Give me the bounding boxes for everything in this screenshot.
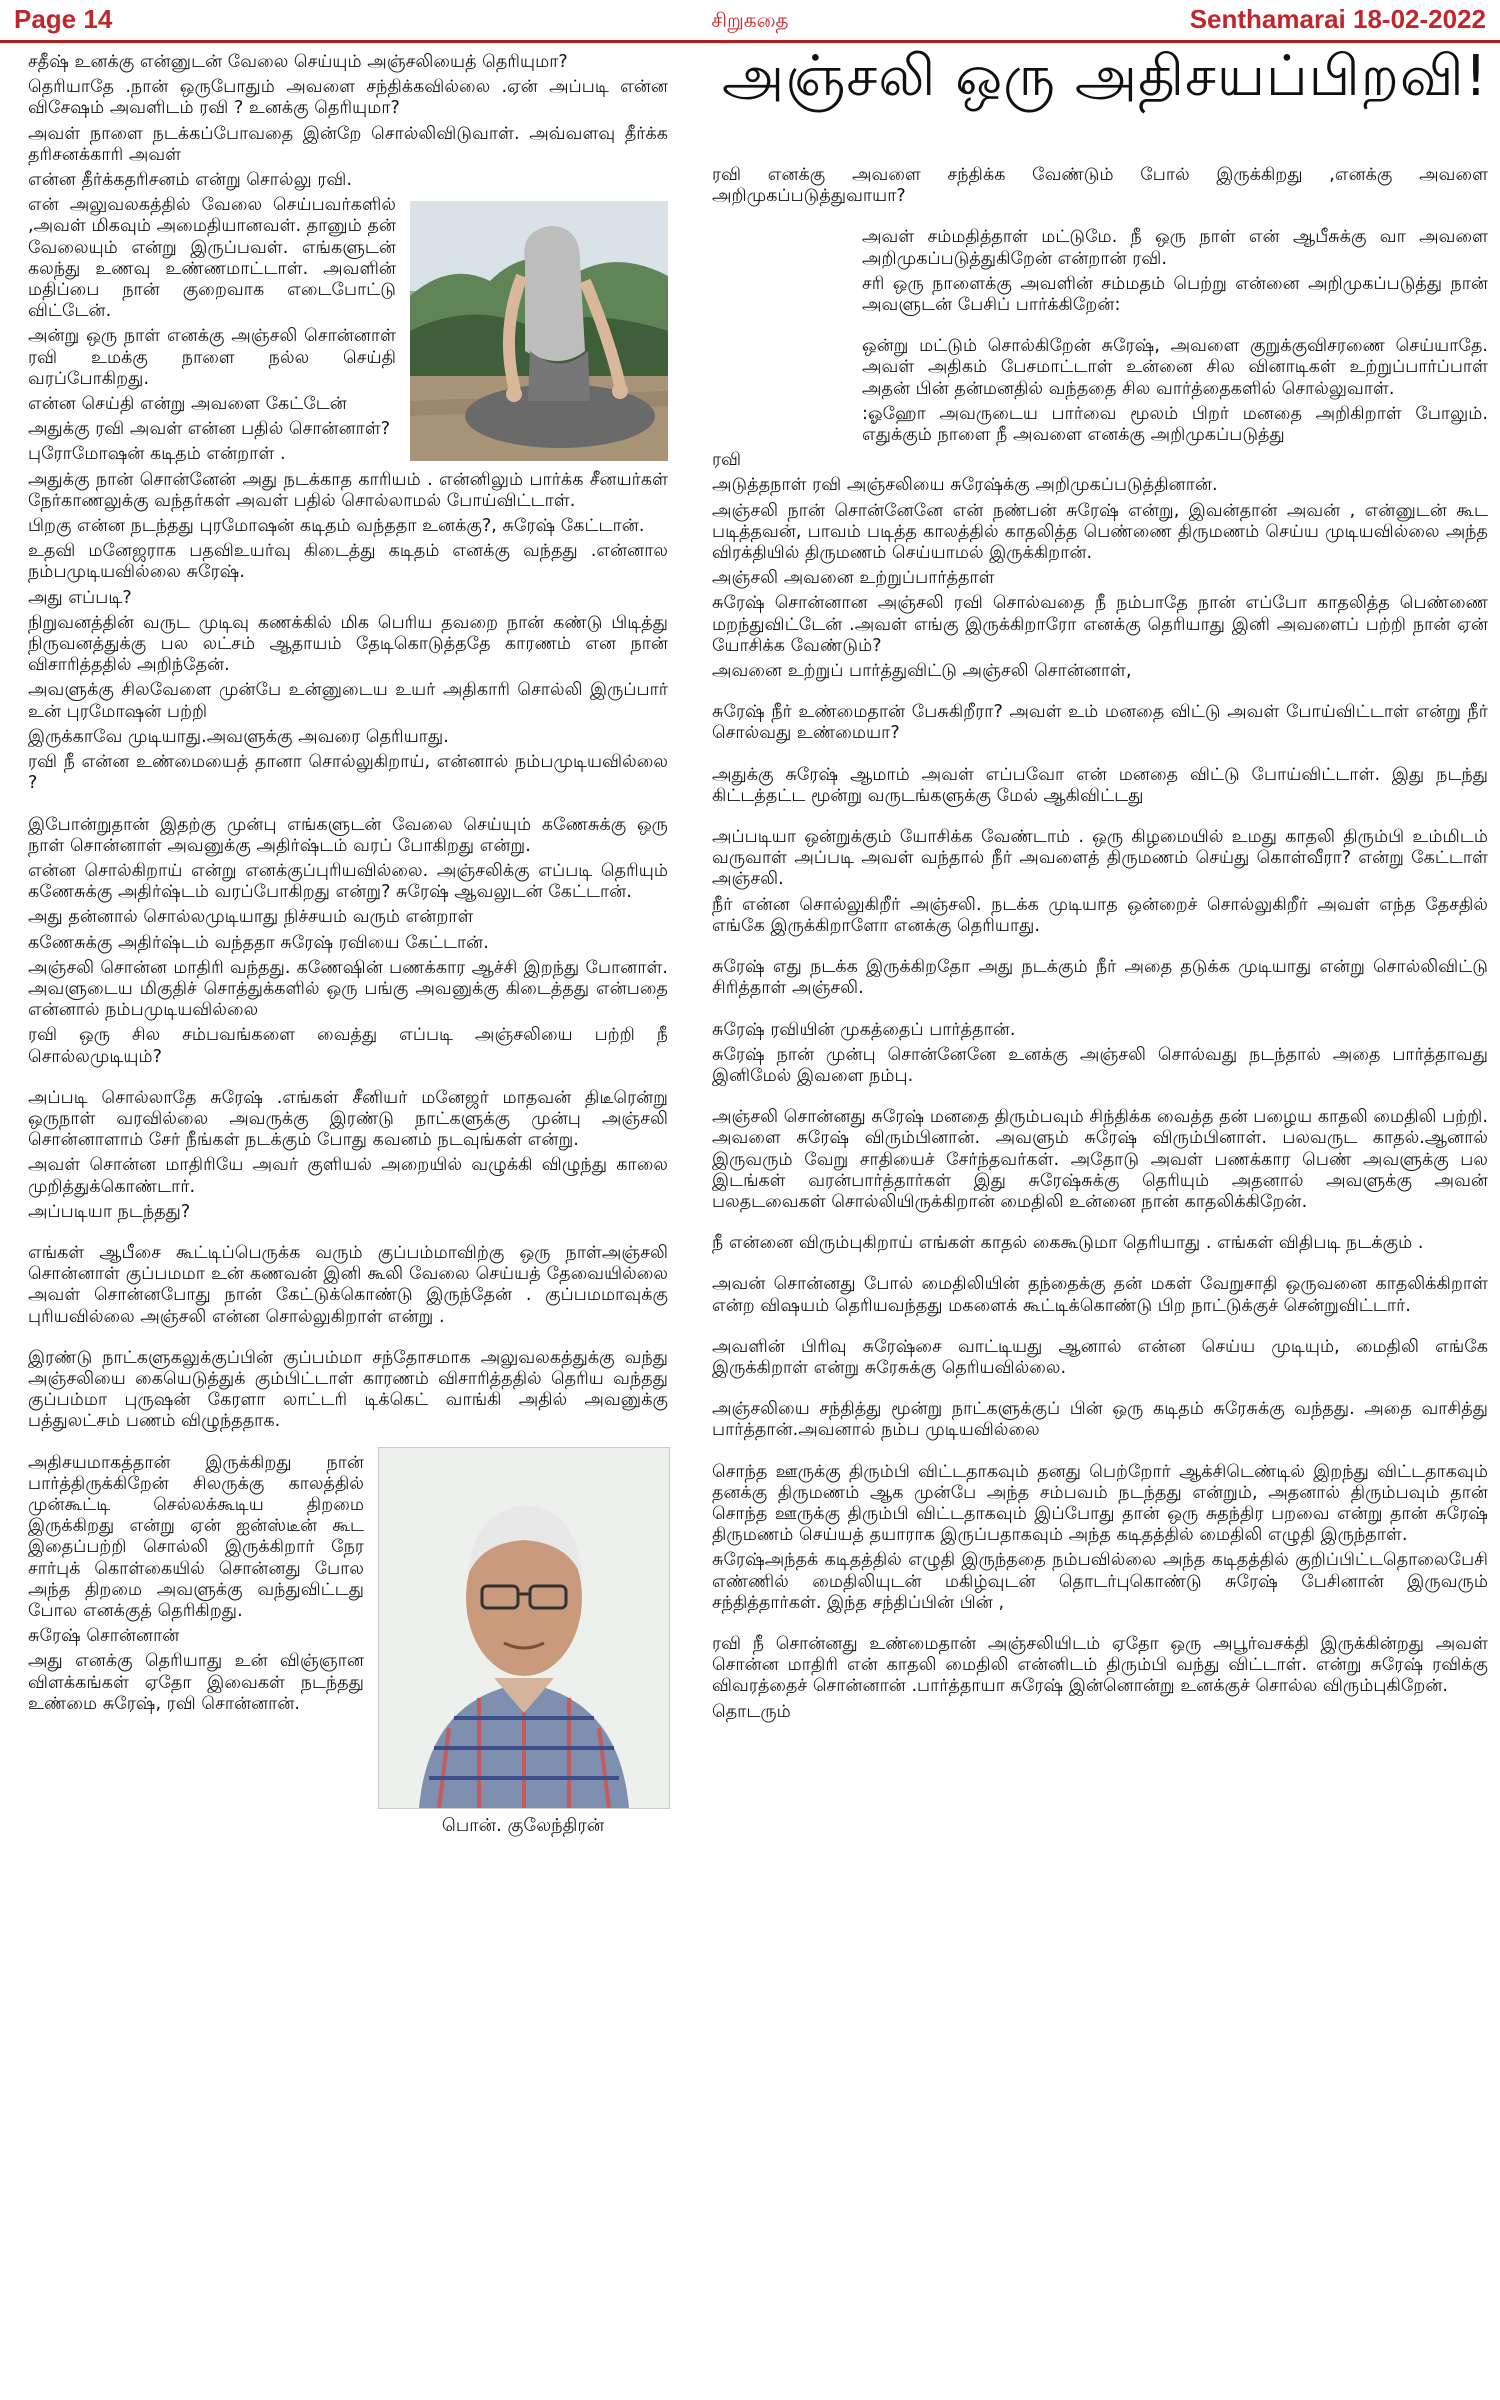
paragraph: சுரேஷ் ரவியின் முகத்தைப் பார்த்தான்.	[712, 1019, 1016, 1040]
paragraph: அவளுக்கு சிலவேளை முன்பே உன்னுடைய உயர் அதிகாரி சொல்லி இருப்பார் உன் புரமோஷன் பற்றி	[28, 680, 668, 722]
author-portrait-icon	[379, 1448, 669, 1808]
paragraph: இருக்காவே முடியாது.அவளுக்கு அவரை தெரியாது.	[28, 726, 449, 747]
paragraph: அப்படி சொல்லாதே சுரேஷ் .எங்கள் சீனியர் மனேஜர் மாதவன் திடீரென்று ஒருநாள் வரவில்லை அவருக்கு இரண்டு நாட்களுக்கு முன்பு அஞ்சலி சொன்னாளாம் சேர் நீங்கள் நடக்கும் போது கவனம் நடவுங்கள் என்று.	[28, 1087, 668, 1151]
paragraph: நிறுவனத்தின் வருட முடிவு கணக்கில் மிக பெரிய தவறை நான் கண்டு பிடித்து நிருவனத்துக்கு பல லட்சம் ஆதாயம் தேடிகொடுத்ததே காரணம் என நான் விசாரித்ததில் அறிந்தேன்.	[28, 612, 668, 676]
paragraph: எங்கள் ஆபீசை கூட்டிப்பெருக்க வரும் குப்பம்மாவிற்கு ஒரு நாள்அஞ்சலி சொன்னாள் குப்பமமா உன் கணவன் இனி கூலி வேலை செய்யத் தேவையில்லை அவள் சொன்னபோது நான் கேட்டுக்கொண்டு இருந்தேன் . குப்பமமாவுக்கு புரியவில்லை அஞ்சலி என்ன சொல்லுகிறாள் என்று .	[28, 1242, 668, 1327]
paragraph: சுரேஷ் சொன்னான அஞ்சலி ரவி சொல்வதை நீ நம்பாதே நான் எப்போ காதலித்த பெண்ணை மறந்துவிட்டேன் .அவள் எங்கு இருக்கிறாரோ எனக்கு தெரியாது இனி அவளைப் பற்றி நான் ஏன் யோசிக்க வேண்டும்?	[712, 593, 1488, 656]
paragraph: சுரேஷ் சொன்னான்	[28, 1626, 180, 1647]
paragraph: அஞ்சலி சொன்னது சுரேஷ் மனதை திரும்பவும் சிந்திக்க வைத்த தன் பழைய காதலி மைதிலி பற்றி. அவளை சுரேஷ் விரும்பினான். அவளும் சுரேஷ் விரும்பினாள். பலவருட காதல்.ஆனால் இருவரும் வேறு சாதியைச் சேர்ந்தவர்கள். அதோடு அவள் பணக்கார பெண் அவளுக்கு பல இடங்கள் வரன்பார்த்தார்கள் இது சுரேஷ்சுக்கு தெரியும் அதனால் அவளுக்கு அவன் பலதடவைகள் சொல்லியிருக்கிறான் மைதிலி உன்னை நான் காதலிக்கிறேன்.	[712, 1107, 1488, 1212]
paragraph: சுரேஷ்அந்தக் கடிதத்தில் எழுதி இருந்ததை நம்பவில்லை அந்த கடிதத்தில் குறிப்பிட்டதொலைபேசி எண்ணில் மைதிலியுடன் மகிழ்வுடன் தொடர்புகொண்டு சுரேஷ் பேசினான் இருவரும் சந்தித்தார்கள். இந்த சந்திப்பின் பின் ,	[712, 1550, 1488, 1613]
paragraph: அஞ்சலி அவனை உற்றுப்பார்த்தாள்	[712, 568, 995, 589]
page-number: Page 14	[14, 4, 113, 34]
paragraph: அது தன்னால் சொல்லமுடியாது நிச்சயம் வரும் என்றாள்	[28, 907, 474, 928]
paragraph: சொந்த ஊருக்கு திரும்பி விட்டதாகவும் தனது பெற்றோர் ஆக்சிடெண்டில் இறந்து விட்டதாகவும் தனக்கு திருமணம் ஆக முன்பே அந்த சம்பவம் நடந்தது என்றும், அதனால் திரும்பவும் தான் சொந்த ஊருக்கு திரும்பி விட்டதாகவும் இப்போது தான் ஒரு சுதந்திர பறவை என்று தான் சுரேஷ் திருமணம் செய்யத் தயாராக இருப்பதாகவும் அந்த கடிதத்தில் மைதிலி எழுதி இருந்தாள்.	[712, 1461, 1488, 1546]
paragraph: என்ன செய்தி என்று அவளை கேட்டேன்	[28, 394, 347, 415]
paragraph: அது எப்படி?	[28, 587, 132, 608]
paragraph: புரோமோஷன் கடிதம் என்றாள் .	[28, 444, 286, 465]
paragraph: இரண்டு நாட்களுகலுக்குப்பின் குப்பம்மா சந்தோசமாக அலுவலகத்துக்கு வந்து அஞ்சலியை கையெடுத்துக் கும்பிட்டாள் காரணம் விசாரித்ததில் தெரிய வந்தது குப்பம்மா புருஷன் கேரளா லாட்டரி டிக்கெட் வாங்கி அதில் அவனுக்கு பத்துலட்சம் பணம் விழுந்ததாக.	[28, 1347, 668, 1432]
paragraph: அப்படியா ஒன்றுக்கும் யோசிக்க வேண்டாம் . ஒரு கிழமையில் உமது காதலி திரும்பி உம்மிடம் வருவாள் அப்படி அவள் வந்தால் நீர் அவளைத் திருமணம் செய்து கொள்வீரா? என்று கேட்டாள் அஞ்சலி.	[712, 827, 1488, 890]
paragraph: அவன் சொன்னது போல் மைதிலியின் தந்தைக்கு தன் மகள் வேறுசாதி ஒருவனை காதலிக்கிறாள் என்ற விஷயம் தெரியவந்தது மகளைக் கூட்டிக்கொண்டு பிற நாட்டுக்குச் சென்றுவிட்டார்.	[712, 1274, 1488, 1316]
paragraph: என் அலுவலகத்தில் வேலை செய்பவர்களில் ,அவள் மிகவும் அமைதியானவள். தானும் தன் வேலையும் என்று இருப்பவள். எங்களுடன் கலந்து உணவு உண்ணமாட்டாள். அவளின் மதிப்பை நான் குறைவாக எடைபோட்டு விட்டேன்.	[28, 195, 396, 322]
paragraph: உதவி மனேஜராக பதவிஉயர்வு கிடைத்து கடிதம் எனக்கு வந்தது .என்னால நம்பமுடியவில்லை சுரேஷ்.	[28, 541, 668, 583]
paragraph: :ஓஹோ அவருடைய பார்வை மூலம் பிறர் மனதை அறிகிறாள் போலும். எதுக்கும் நாளை நீ அவளை எனக்கு அறிமுகப்படுத்து	[862, 403, 1488, 446]
paragraph: ரவி	[712, 450, 742, 471]
paragraph: அவள் நாளை நடக்கப்போவதை இன்றே சொல்லிவிடுவாள். அவ்வளவு தீர்க்க தரிசனக்காரி அவள்	[28, 123, 668, 165]
paragraph: என்ன தீர்க்கதரிசனம் என்று சொல்லு ரவி.	[28, 170, 353, 191]
author-portrait-image	[378, 1447, 670, 1809]
yoga-meditation-image	[410, 201, 668, 461]
paragraph: அதிசயமாகத்தான் இருக்கிறது நான் பார்த்திருக்கிறேன் சிலருக்கு காலத்தில் முன்கூட்டி செல்லக்கூடிய திறமை இருக்கிறது என்று ஏன் ஐன்ஸ்டீன் கூட இதைப்பற்றி சொல்லி இருக்கிறார் நேர சார்புக் கொள்கையில் சொன்னது போல அந்த திறமை அவளுக்கு வந்துவிட்டது போல எனக்குத் தெரிகிறது.	[28, 1452, 364, 1621]
paragraph: நீர் என்ன சொல்லுகிறீர் அஞ்சலி. நடக்க முடியாத ஒன்றைச் சொல்லுகிறீர் அவள் எந்த தேசதில் எங்கே இருக்கிறாளோ எனக்கு தெரியாது.	[712, 894, 1488, 936]
paragraph: ரவி எனக்கு அவளை சந்திக்க வேண்டும் போல் இருக்கிறது ,எனக்கு அவளை அறிமுகப்படுத்துவாயா?	[712, 165, 1488, 207]
paragraph: அவனை உற்றுப் பார்த்துவிட்டு அஞ்சலி சொன்னாள்,	[712, 661, 1132, 682]
paragraph: அடுத்தநாள் ரவி அஞ்சலியை சுரேஷ்க்கு அறிமுகப்படுத்தினான்.	[712, 475, 1218, 496]
paragraph: ரவி நீ சொன்னது உண்மைதான் அஞ்சலியிடம் ஏதோ ஒரு அபூர்வசக்தி இருக்கின்றது அவள் சொன்ன மாதிரி என் காதலி மைதிலி என்னிடம் திரும்பி வந்து விட்டாள். என்று சுரேஷ் ரவிக்கு விவரத்தைச் சொன்னான் .பார்த்தாயா சுரேஷ் இன்னொன்று உனக்குச் சொல்ல விரும்புகிறேன்.	[712, 1633, 1488, 1697]
story-title: அஞ்சலி ஒரு அதிசயப்பிறவி!	[721, 44, 1489, 109]
paragraph: ரவி ஒரு சில சம்பவங்களை வைத்து எப்படி அஞ்சலியை பற்றி நீ சொல்லமுடியும்?	[28, 1025, 668, 1067]
paragraph: அன்று ஒரு நாள் எனக்கு அஞ்சலி சொன்னாள் ரவி உமக்கு நாளை நல்ல செய்தி வரப்போகிறது.	[28, 326, 396, 389]
paragraph: ரவி நீ என்ன உண்மையைத் தானா சொல்லுகிறாய், என்னால் நம்பமுடியவில்லை ?	[28, 752, 668, 794]
meditation-figure-icon	[410, 201, 668, 461]
paragraph: அஞ்சலியை சந்தித்து மூன்று நாட்களுக்குப் பின் ஒரு கடிதம் சுரேசுக்கு வந்தது. அதை வாசித்து பார்த்தான்.அவனால் நம்ப முடியவில்லை	[712, 1399, 1488, 1441]
paragraph: அதுக்கு சுரேஷ் ஆமாம் அவள் எப்பவோ என் மனதை விட்டு போய்விட்டாள். இது நடந்து கிட்டத்தட்ட மூன்று வருடங்களுக்கு மேல் ஆகிவிட்டது	[712, 764, 1488, 806]
paragraph: அவளின் பிரிவு சுரேஷ்சை வாட்டியது ஆனால் என்ன செய்ய முடியும், மைதிலி எங்கே இருக்கிறாள் என்று சுரேசுக்கு தெரியவில்லை.	[712, 1336, 1488, 1378]
paragraph: பிறகு என்ன நடந்தது புரமோஷன் கடிதம் வந்ததா உனக்கு?, சுரேஷ் கேட்டான்.	[28, 516, 645, 537]
paragraph: கணேசுக்கு அதிர்ஷ்டம் வந்ததா சுரேஷ் ரவியை கேட்டான்.	[28, 932, 489, 953]
author-caption: பொன். குலேந்திரன்	[441, 1814, 605, 1836]
section-label: சிறுகதை	[711, 8, 789, 32]
yoga-photo	[410, 201, 668, 461]
paragraph: சதீஷ் உனக்கு என்னுடன் வேலை செய்யும் அஞ்சலியைத் தெரியுமா?	[28, 52, 568, 72]
paragraph: அஞ்சலி நான் சொன்னேனே என் நண்பன் சுரேஷ் என்று, இவன்தான் அவன் , என்னுடன் கூட படித்தவன், பாவம் படித்த காலத்தில் காதலித்த பெண்ணை திருமணம் செய்ய முடியவில்லை அந்த விரக்தியில் திருமணம் செய்யாமல் இருக்கிறான்.	[712, 500, 1488, 564]
continued-label: தொடரும்	[712, 1701, 791, 1722]
paragraph: சரி ஒரு நாளைக்கு அவளின் சம்மதம் பெற்று என்னை அறிமுகப்படுத்து நான் அவளுடன் பேசிப் பார்க்கிறேன்:	[862, 273, 1488, 316]
paragraph: நீ என்னை விரும்புகிறாய் எங்கள் காதல் கைகூடுமா தெரியாது . எங்கள் விதிபடி நடக்கும் .	[712, 1233, 1424, 1254]
paragraph: அப்படியா நடந்தது?	[28, 1201, 191, 1222]
paragraph: அவள் சம்மதித்தாள் மட்டுமே. நீ ஒரு நாள் என் ஆபீசுக்கு வா அவளை அறிமுகப்படுத்துகிறேன் என்றான் ரவி.	[862, 227, 1488, 269]
paragraph: என்ன சொல்கிறாய் என்று எனக்குப்புரியவில்லை. அஞ்சலிக்கு எப்படி தெரியும் கணேசுக்கு அதிர்ஷ்டம் வரப்போகிறது என்று? சுரேஷ் ஆவலுடன் கேட்டான்.	[28, 860, 668, 903]
paragraph: அதுக்கு நான் சொன்னேன் அது நடக்காத காரியம் . என்னிலும் பார்க்க சீனயர்கள் நேர்காணலுக்கு வந்தர்கள் அவள் பதில் சொல்லாமல் போய்விட்டாள்.	[28, 469, 668, 511]
paragraph: அவள் சொன்ன மாதிரியே அவர் குளியல் அறையில் வழுக்கி விழுந்து காலை முறித்துக்கொண்டார்.	[28, 1155, 668, 1197]
paragraph: சுரேஷ் எது நடக்க இருக்கிறதோ அது நடக்கும் நீர் அதை தடுக்க முடியாது என்று சொல்லிவிட்டு சிரித்தாள் அஞ்சலி.	[712, 957, 1488, 999]
paragraph: சுரேஷ் நான் முன்பு சொன்னேனே உனக்கு அஞ்சலி சொல்வது நடந்தால் அதை பார்த்தாவது இனிமேல் இவளை நம்பு.	[712, 1044, 1488, 1086]
paragraph: சுரேஷ் நீர் உண்மைதான் பேசுகிறீரா? அவள் உம் மனதை விட்டு அவள் போய்விட்டாள் என்று நீர் சொல்வது உண்மையா?	[712, 702, 1488, 744]
paragraph: ஒன்று மட்டும் சொல்கிறேன் சுரேஷ், அவளை குறுக்குவிசரணை செய்யாதே. அவள் அதிகம் பேசமாட்டாள் உன்னை சில வினாடிகள் உற்றுப்பார்ப்பாள் அதன் பின் தன்மனதில் வந்ததை சில வார்த்தைகளில் சொல்லுவாள்.	[862, 336, 1488, 399]
paragraph: இபோன்றுதான் இதற்கு முன்பு எங்களுடன் வேலை செய்யும் கணேசுக்கு ஒரு நாள் சொன்னாள் அவனுக்கு அதிர்ஷ்டம் வரப் போகிறது என்று.	[28, 814, 668, 856]
author-photo	[378, 1447, 668, 1838]
story-column-right	[712, 165, 1488, 1727]
page-header	[0, 0, 1500, 43]
paragraph: தெரியாதே .நான் ஒருபோதும் அவளை சந்திக்கவில்லை .ஏன் அப்படி என்ன விசேஷம் அவளிடம் ரவி ? உனக்கு தெரியுமா?	[28, 77, 668, 119]
paragraph: அதுக்கு ரவி அவள் என்ன பதில் சொன்னாள்?	[28, 419, 391, 440]
story-column-left	[28, 52, 668, 1844]
paragraph: அஞ்சலி சொன்ன மாதிரி வந்தது. கணேஷின் பணக்கார ஆச்சி இறந்து போனாள். அவளுடைய மிகுதிச் சொத்துக்களில் ஒரு பங்கு அவனுக்கு கிடைத்தது என்பதை என்னால் நம்பமுடியவில்லை	[28, 957, 668, 1021]
paragraph: அது எனக்கு தெரியாது உன் விஞ்ஞான விளக்கங்கள் ஏதோ இவைகள் நடந்தது உண்மை சுரேஷ், ரவி சொன்னான்.	[28, 1651, 364, 1714]
publication-date: Senthamarai 18-02-2022	[1189, 4, 1486, 34]
